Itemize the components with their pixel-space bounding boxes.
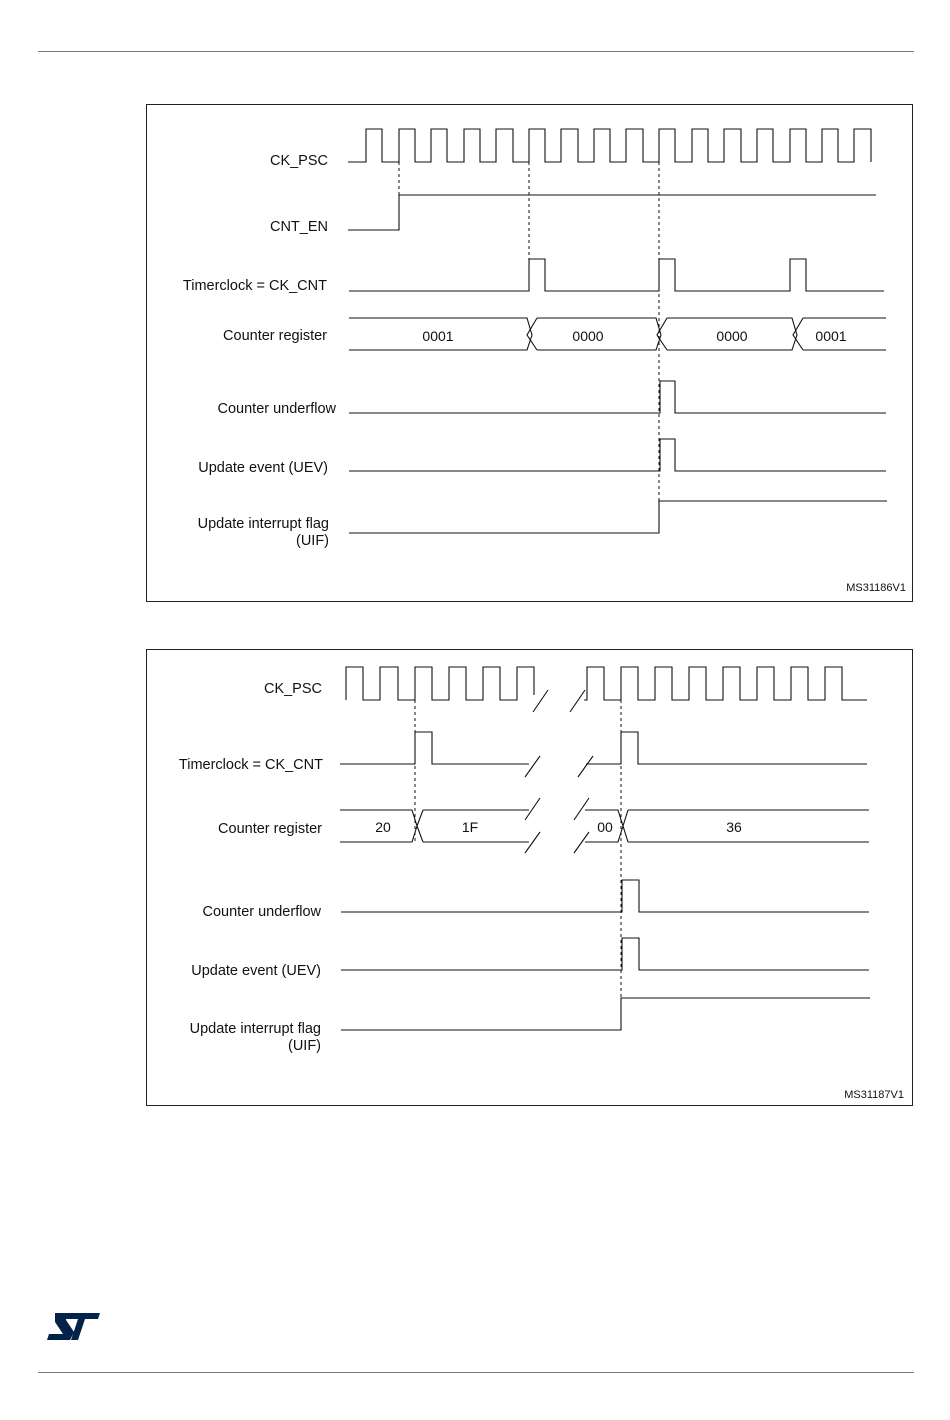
st-logo (44, 1310, 102, 1344)
break-mark (533, 690, 548, 712)
figure-reference: MS31187V1 (844, 1089, 904, 1101)
counter-value: 00 (597, 819, 613, 835)
timing-diagram-1-canvas (147, 105, 914, 603)
waveform-counter-underflow (341, 880, 869, 912)
header-rule (38, 51, 914, 52)
waveform-uif (341, 998, 870, 1030)
figure-reference: MS31186V1 (846, 582, 906, 594)
waveform-timerclock-continued (586, 732, 867, 764)
signal-label-uif: Update interrupt flag (197, 516, 329, 532)
signal-label-uif: Update interrupt flag (189, 1021, 321, 1037)
signal-label-uif-abbrev: (UIF) (287, 1038, 321, 1054)
counter-value: 36 (726, 819, 742, 835)
waveform-ck-psc (346, 667, 534, 700)
break-mark (570, 690, 585, 712)
counter-value: 0001 (815, 328, 847, 344)
waveform-update-event (349, 439, 886, 471)
timing-diagram-1 (146, 104, 913, 602)
signal-label-counter-register: Counter register (218, 821, 322, 837)
counter-value: 0000 (716, 328, 748, 344)
waveform-uif (349, 501, 887, 533)
signal-label-ck-psc: CK_PSC (263, 681, 322, 697)
counter-value: 0001 (422, 328, 454, 344)
waveform-ck-psc-continued (584, 667, 867, 700)
signal-label-update-event: Update event (UEV) (198, 460, 328, 476)
break-mark (578, 756, 593, 777)
timing-diagram-2 (146, 649, 913, 1106)
waveform-update-event (341, 938, 869, 970)
waveform-ck-psc (348, 129, 871, 162)
signal-label-uif-abbrev: (UIF) (295, 533, 329, 549)
waveform-timerclock (349, 259, 884, 291)
waveform-timerclock (340, 732, 529, 764)
signal-label-cnt-en: CNT_EN (269, 219, 328, 235)
signal-label-update-event: Update event (UEV) (191, 963, 321, 979)
waveform-cnt-en (348, 195, 876, 230)
counter-value: 1F (461, 819, 479, 835)
st-logo-shape (47, 1313, 100, 1340)
signal-label-ck-psc: CK_PSC (269, 153, 328, 169)
footer-rule (38, 1372, 914, 1373)
counter-value: 20 (375, 819, 391, 835)
counter-value: 0000 (572, 328, 604, 344)
timing-diagram-2-canvas (147, 650, 914, 1107)
signal-label-timerclock: Timerclock = CK_CNT (178, 757, 323, 773)
waveform-counter-underflow (349, 381, 886, 413)
signal-label-counter-underflow: Counter underflow (217, 401, 336, 417)
signal-label-counter-underflow: Counter underflow (202, 904, 321, 920)
break-mark (525, 756, 540, 777)
signal-label-timerclock: Timerclock = CK_CNT (182, 278, 327, 294)
signal-label-counter-register: Counter register (223, 328, 327, 344)
